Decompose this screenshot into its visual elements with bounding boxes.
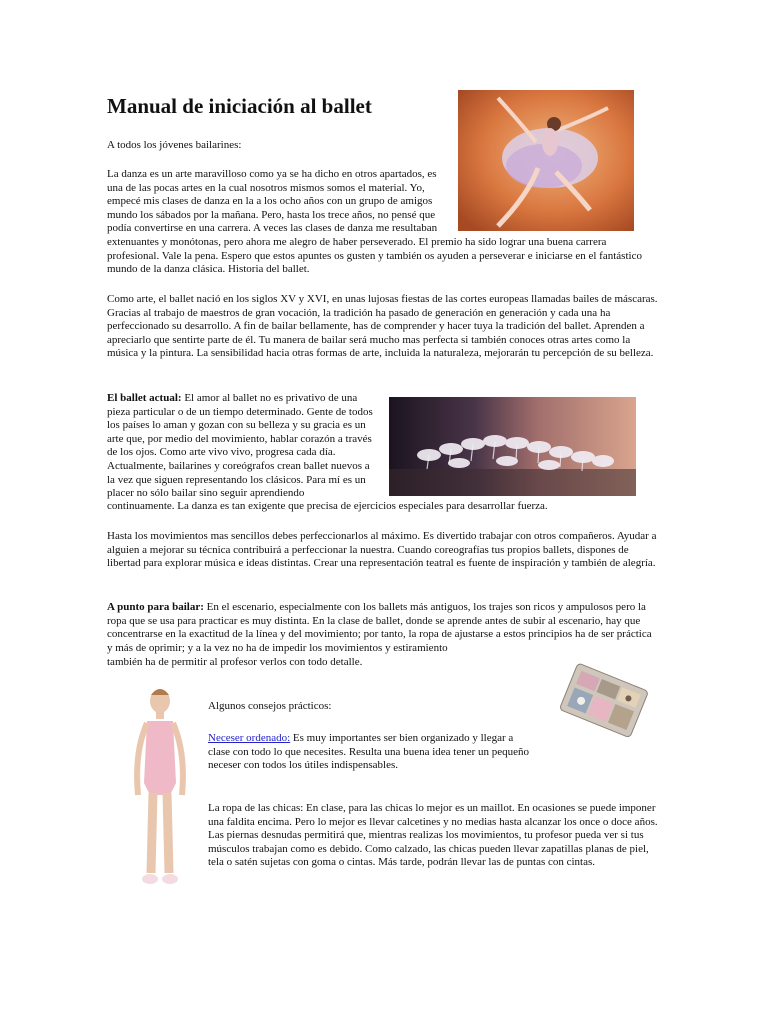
greeting: A todos los jóvenes bailarines: xyxy=(107,139,242,151)
punto-heading: A punto para bailar: xyxy=(107,601,204,613)
movements-paragraph: Hasta los movimientos mas sencillos debes perfeccionarlos al máximo. Es divertido trabajar con otros compañeros. Ayudar a alguien a mejorar su técnica contribuirá a perfeccionar la nuestra. Cuando coreografías tus propios ballets, dispones de libertad para explorar música e ideas distintas. Crear una representación teatral es fuente de inspiración y también de alegría. xyxy=(107,530,657,570)
punto-last-line: también ha de permitir al profesor verlos con todo detalle. xyxy=(107,656,363,668)
punto-text: En el escenario, especialmente con los ballets más antiguos, los trajes son ricos y ampulosos pero la ropa que se usa para practicar es muy distinta. En la clase de ballet, donde se aprende antes de subir al escenario, hay que concentrarse en la exactitud de la línea y del movimiento; por tanto, la ropa de ajustarse a estos principios ha de ser práctica y más de oprimir; y a la vez no ha de impedir los movimientos y estiramiento xyxy=(107,601,652,654)
neceser-paragraph xyxy=(208,732,530,773)
page-title: Manual de iniciación al ballet xyxy=(107,94,372,118)
ballet-actual-paragraph xyxy=(107,392,377,501)
consejos-heading: Algunos consejos prácticos: xyxy=(208,700,332,712)
ballet-company-photo xyxy=(389,397,636,496)
punto-paragraph xyxy=(107,601,659,655)
neceser-link[interactable]: Neceser ordenado: xyxy=(208,732,291,744)
ballet-actual-heading: El ballet actual: xyxy=(107,392,182,404)
ropa-paragraph: La ropa de las chicas: En clase, para las chicas lo mejor es un maillot. En ocasiones se puede imponer una faldita encima. Pero lo mejor es llevar calcetines y no medias hasta alcanzar los once o doce años. Las piernas desnudas permitirá que, mientras realizas los movimientos, tu profesor pueda ver si tus músculos trabajan como es debido. Como calzado, las chicas pueden llevar zapatillas planas de piel, tela o satén sujetas con goma o cintas. Más tarde, podrán llevar las de puntas con cintas. xyxy=(208,802,658,869)
history-paragraph: Como arte, el ballet nació en los siglos XV y XVI, en unas lujosas fiestas de las cortes europeas llamadas bailes de máscaras. Gracias al trabajo de maestros de gran vocación, la tradición ha pasado de generación en generación y cada una ha perfeccionado su desarrollo. A fin de bailar bellamente, has de comprender y hacer tuya la tradición del ballet. Aprenden a apreciarlo que sentirte parte de él. Tu manera de bailar será mucho mas perfecta si también conoces otras artes como la música y la pintura. La sensibilidad hacia otras formas de arte, incluida la naturaleza, mejorarán tu percepción de su belleza. xyxy=(107,293,658,360)
intro-paragraph-continued: extenuantes y monótonas, pero ahora me alegro de haber perseverado. El premio ha sido lograr una buena carrera profesional. Vale la pena. Espero que estos apuntes os gusten y también os ayuden a perseverar e iniciarse en el fantástico mundo de la danza clásica. Historia del ballet. xyxy=(107,236,642,276)
neceser-photo xyxy=(548,653,658,748)
ballet-actual-text: El amor al ballet no es privativo de una pieza particular o de un tiempo determinado. Gente de todos los países lo aman y gozan con su belleza y su gracia es un arte que, por medio del movimiento, hablar corazón a través de los ojos. Como arte vivo vivo, progresa cada día. Actualmente, bailarines y coreógrafos crean ballet nuevos a la vez que siguen representando los clásicos. Para mí es un placer no sólo bailar sino seguir aprendiendo xyxy=(107,392,373,500)
intro-paragraph: La danza es un arte maravilloso como ya se ha dicho en otros apartados, es una de las pocas artes en la cual nosotros mismos somos el material. Yo, empecé mis clases de danza en la a los ocho años con un grupo de amigos mundo los sábados por la mañana. Pero, hasta los trece años, no pensé que podía convertirse en una carrera. A veces las clases de danza me resultaban xyxy=(107,168,438,235)
ballet-actual-continued: continuamente. La danza es tan exigente que precisa de ejercicios especiales para desarrollar fuerza. xyxy=(107,500,548,512)
neceser-text: Es muy importantes ser bien organizado y llegar a clase con todo lo que necesites. Resulta una buena idea tener un pequeño neceser con todos los útiles indispensables. xyxy=(208,732,530,772)
girl-leotard-photo xyxy=(120,683,200,903)
ballerina-leap-photo xyxy=(458,90,634,231)
